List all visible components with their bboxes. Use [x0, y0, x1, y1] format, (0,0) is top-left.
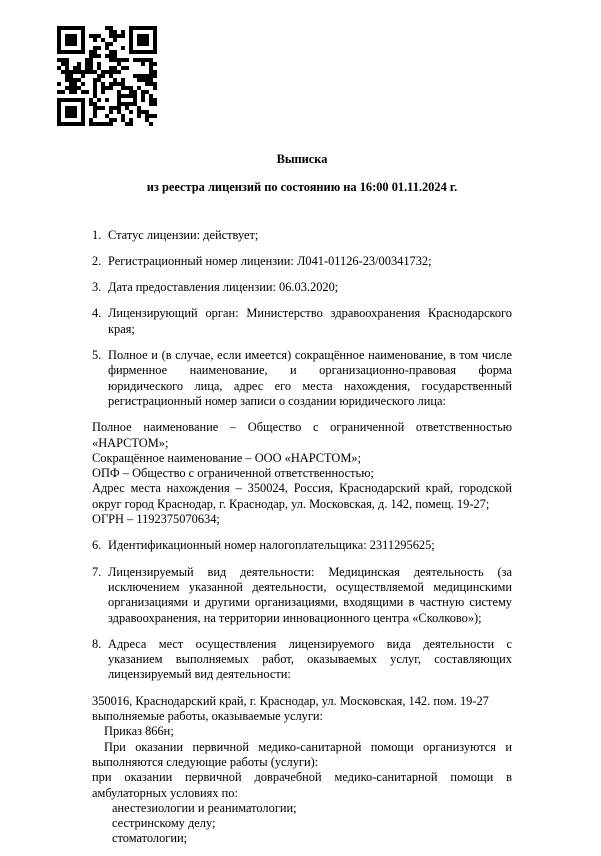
document-body — [92, 152, 512, 847]
organization-details — [92, 420, 512, 527]
item-text: Регистрационный номер лицензии: Л041-01126-23/00341732; — [108, 253, 432, 268]
service-item-nursing: сестринскому делу; — [112, 816, 216, 831]
qr-code-icon — [57, 26, 157, 126]
org-short-name: Сокращённое наименование – ООО «НАРСТОМ»; — [92, 450, 362, 465]
item-number: 3. — [92, 280, 102, 295]
item-number: 5. — [92, 348, 102, 363]
list-item-inn — [92, 538, 512, 553]
item-number: 2. — [92, 253, 102, 268]
item-text: Лицензирующий орган: Министерство здравоохранения Краснодарского края; — [108, 306, 512, 336]
item-text: Лицензируемый вид деятельности: Медицинская деятельность (за исключением указанной деятельности, осуществляемой медицинскими организациями и другими организациями, входящими в частную систему здравоохранения, на территории инновационного центра «Сколково»); — [108, 564, 512, 625]
item-text: Адреса мест осуществления лицензируемого вида деятельности с указанием выполняемых работ, оказываемых услуг, составляющих лицензируемый вид деятельности: — [108, 636, 512, 682]
list-item-reg-number — [92, 254, 512, 269]
list-item-activity-addresses — [92, 637, 512, 683]
works-services-label: выполняемые работы, оказываемые услуги: — [92, 709, 324, 724]
document-subtitle: из реестра лицензий по состоянию на 16:00 01.11.2024 г. — [146, 180, 458, 195]
activity-address: 350016, Краснодарский край, г. Краснодар, ул. Московская, 142. пом. 19-27 — [92, 693, 489, 708]
works-paragraph-2: при оказании первичной доврачебной медико-санитарной помощи в амбулаторных условиях по: — [92, 770, 512, 800]
list-item-activity-type — [92, 565, 512, 626]
org-full-name: Полное наименование – Общество с ограниченной ответственностью «НАРСТОМ»; — [92, 420, 512, 450]
list-item-org-info — [92, 348, 512, 409]
order-line: Приказ 866н; — [104, 724, 174, 739]
list-item-licensing-authority — [92, 306, 512, 337]
item-number: 8. — [92, 636, 102, 651]
document-title: Выписка — [276, 152, 328, 166]
item-text: Полное и (в случае, если имеется) сокращённое наименование, в том числе фирменное наименование, и организационно-правовая форма юридического лица, адрес его места нахождения, государственный регистрационный номер записи о создании юридического лица: — [108, 348, 512, 408]
org-address: Адрес места нахождения – 350024, Россия, Краснодарский край, городской округ город Краснодар, г. Краснодар, ул. Московская, д. 142, помещ. 19-27; — [92, 481, 512, 511]
org-opf: ОПФ – Общество с ограниченной ответственностью; — [92, 466, 374, 481]
item-number: 1. — [92, 227, 102, 242]
item-number: 7. — [92, 564, 102, 579]
activity-address-block — [92, 694, 512, 847]
item-text: Идентификационный номер налогоплательщика: 2311295625; — [108, 538, 435, 553]
list-item-status — [92, 228, 512, 243]
works-paragraph-1: При оказании первичной медико-санитарной помощи организуются и выполняются следующие работы (услуги): — [92, 739, 512, 769]
item-text: Статус лицензии: действует; — [108, 227, 259, 242]
service-item-dentistry: стоматологии; — [112, 831, 188, 846]
org-ogrn: ОГРН – 1192375070634; — [92, 512, 220, 527]
service-item-anesthesiology: анестезиологии и реаниматологии; — [112, 800, 297, 815]
item-number: 4. — [92, 306, 102, 321]
item-number: 6. — [92, 538, 102, 553]
list-item-grant-date — [92, 280, 512, 295]
item-text: Дата предоставления лицензии: 06.03.2020; — [108, 280, 339, 295]
